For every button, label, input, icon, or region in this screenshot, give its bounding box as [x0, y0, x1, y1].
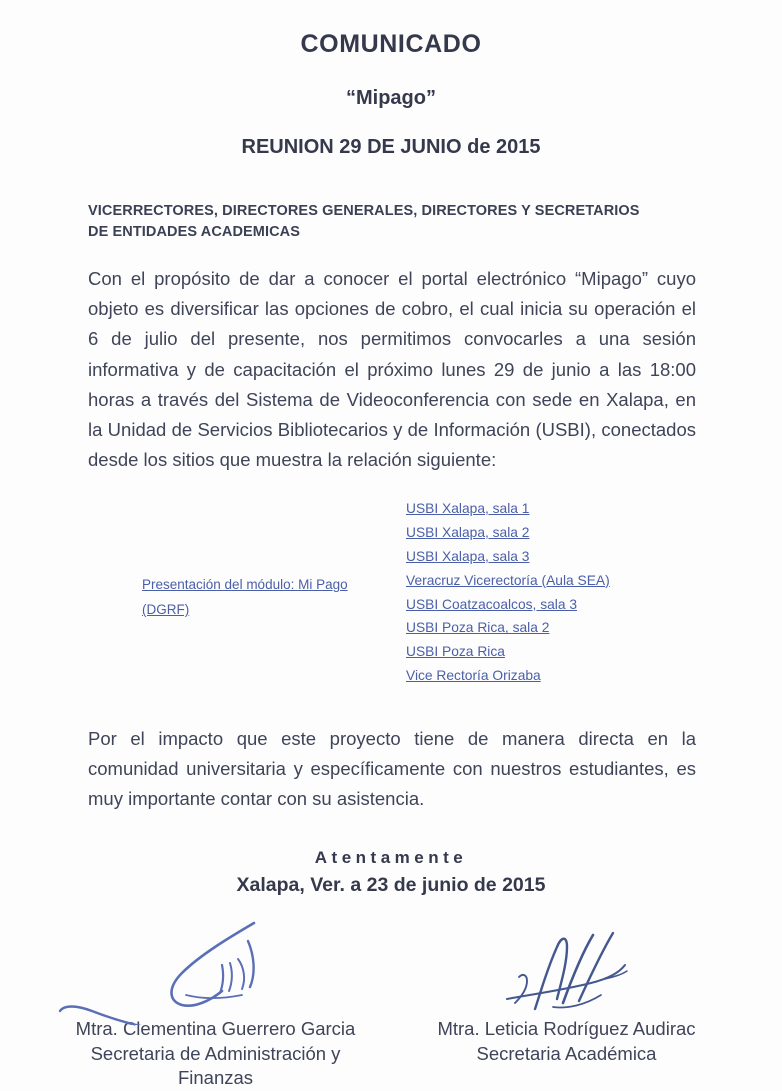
list-item[interactable]	[406, 616, 696, 640]
signatory-name-right: Mtra. Leticia Rodríguez Audirac	[437, 1018, 696, 1040]
venue-link-2: USBI Xalapa, sala 2	[406, 525, 530, 540]
handwritten-signature-right	[391, 921, 742, 1017]
venue-list	[406, 497, 696, 688]
list-item[interactable]	[406, 569, 696, 593]
closing-paragraph: Por el impacto que este proyecto tiene de manera directa en la comunidad universitaria y específicamente con nuestros estudiantes, es muy importante contar con su asistencia.	[88, 728, 696, 810]
venue-link-1: USBI Xalapa, sala 1	[406, 501, 530, 517]
list-item[interactable]	[406, 664, 696, 688]
signature-row	[0, 921, 782, 1090]
venue-link-6: USBI Poza Rica, sala 2	[406, 620, 550, 636]
venue-link-7: USBI Poza Rica	[406, 644, 505, 660]
list-item[interactable]	[406, 521, 696, 545]
list-item[interactable]	[406, 497, 696, 521]
signatory-role-right-line-1: Secretaria Académica	[476, 1042, 657, 1064]
venue-link-4: Veracruz Vicerectoría (Aula SEA)	[406, 572, 610, 588]
signatory-role-left-line-2: Finanzas	[177, 1067, 254, 1089]
signatory-role-left-line-1: Secretaria de Administración y	[90, 1042, 341, 1064]
signatory-name-left: Mtra. Clementina Guerrero Garcia	[75, 1018, 356, 1040]
place-and-date: Xalapa, Ver. a 23 de junio de 2015	[236, 874, 546, 897]
venue-link-5: USBI Coatzacoalcos, sala 3	[406, 596, 578, 612]
document-subtitle: “Mipago”	[346, 87, 436, 109]
handwritten-signature-left	[40, 921, 391, 1017]
signature-block-left	[40, 921, 391, 1090]
module-label-line-1: Presentación del módulo: Mi Pago	[142, 577, 348, 593]
module-label-line-2: (DGRF)	[142, 602, 190, 618]
module-presentation-label[interactable]	[142, 573, 392, 623]
addressee-line-1: VICERRECTORES, DIRECTORES GENERALES, DIRECTORES Y SECRETARIOS	[88, 203, 640, 219]
venue-link-3: USBI Xalapa, sala 3	[406, 548, 530, 564]
meeting-heading: REUNION 29 DE JUNIO de 2015	[241, 136, 541, 158]
list-item[interactable]	[406, 545, 696, 569]
page-title: COMUNICADO	[300, 30, 482, 58]
addressee-block	[0, 201, 782, 242]
list-item[interactable]	[406, 640, 696, 664]
sign-off: Atentamente	[314, 848, 468, 868]
addressee-line-2: DE ENTIDADES ACADEMICAS	[88, 223, 301, 240]
signature-block-right	[391, 921, 742, 1090]
list-item[interactable]	[406, 593, 696, 617]
venue-link-8: Vice Rectoría Orizaba	[406, 668, 541, 684]
body-paragraph: Con el propósito de dar a conocer el portal electrónico “Mipago” cuyo objeto es diversificar las opciones de cobro, el cual inicia su operación el 6 de julio del presente, nos permitimos convocarles a una sesión informativa y de capacitación el próximo lunes 29 de junio a las 18:00 horas a través del Sistema de Videoconferencia con sede en Xalapa, en la Unidad de Servicios Bibliotecarios y de Información (USBI), conectados desde los sitios que muestra la relación siguiente:	[88, 268, 696, 470]
title-block	[0, 0, 782, 159]
venue-section	[0, 497, 782, 688]
